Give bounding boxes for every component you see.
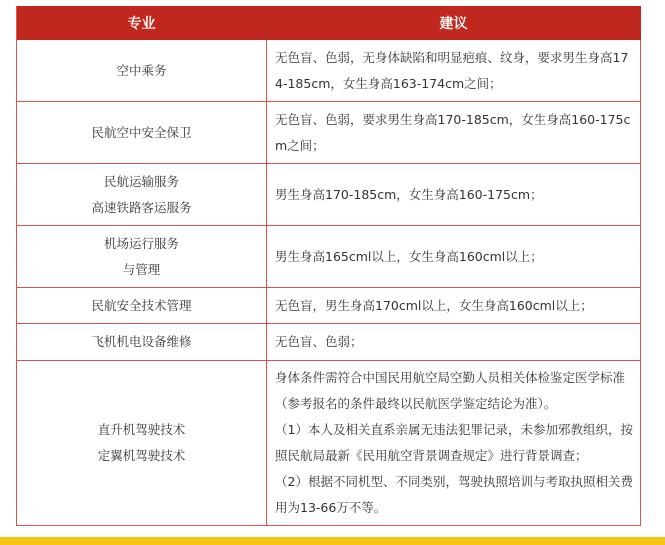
advice-text: 无色盲、色弱，无身体缺陷和明显疤痕、纹身，要求男生身高174-185cm，女生身高163-174cm之间； xyxy=(275,49,629,91)
major-cell xyxy=(17,40,267,102)
major-name: 高速铁路客运服务 xyxy=(91,199,192,215)
major-name: 民航运输服务 xyxy=(103,173,179,189)
advice-cell xyxy=(267,164,641,226)
major-name: 民航安全技术管理 xyxy=(91,297,192,313)
advice-text: 无色盲，男生身高170cml以上，女生身高160cml以上； xyxy=(275,297,593,313)
advice-cell xyxy=(267,361,641,526)
major-cell xyxy=(17,288,267,324)
major-name: 直升机驾驶技术 xyxy=(97,422,186,437)
major-cell xyxy=(17,324,267,361)
advice-text: 无色盲、色弱； xyxy=(275,334,363,349)
advice-cell xyxy=(267,288,641,324)
major-cell xyxy=(17,226,267,288)
table-row xyxy=(17,40,641,102)
table-row xyxy=(17,102,641,164)
major-cell xyxy=(17,361,267,526)
advice-text: 男生身高165cml以上，女生身高160cml以上； xyxy=(275,248,543,264)
majors-advice-table xyxy=(16,6,641,526)
major-name: 飞机机电设备维修 xyxy=(91,334,192,349)
header-advice: 建议 xyxy=(267,7,641,40)
advice-paragraph: （1）本人及相关直系亲属无违法犯罪记录，未参加邪教组织，按照民航局最新《民用航空背景调查规定》进行背景调查； xyxy=(275,422,633,463)
major-name: 民航空中安全保卫 xyxy=(91,124,192,140)
advice-text: 男生身高170-185cm，女生身高160-175cm； xyxy=(275,186,543,202)
table-row xyxy=(17,226,641,288)
table-row xyxy=(17,164,641,226)
major-name: 与管理 xyxy=(122,261,161,277)
advice-paragraph: 身体条件需符合中国民用航空局空勤人员相关体检鉴定医学标准（参考报名的条件最终以民航医学鉴定结论为准）。 xyxy=(275,370,626,411)
bottom-accent-bar xyxy=(0,537,665,545)
advice-text: 无色盲、色弱，要求男生身高170-185cm，女生身高160-175cm之间； xyxy=(275,111,631,153)
advice-cell xyxy=(267,324,641,361)
major-name: 定翼机驾驶技术 xyxy=(97,448,186,463)
table-left-border xyxy=(16,6,17,524)
table-row xyxy=(17,324,641,361)
advice-cell xyxy=(267,40,641,102)
major-cell xyxy=(17,102,267,164)
major-cell xyxy=(17,164,267,226)
table-header-row xyxy=(17,7,641,40)
table-row xyxy=(17,288,641,324)
header-major: 专业 xyxy=(17,7,267,40)
advice-cell xyxy=(267,102,641,164)
majors-table-container xyxy=(16,6,641,526)
major-name: 机场运行服务 xyxy=(103,235,179,251)
table-row xyxy=(17,361,641,526)
major-name: 空中乘务 xyxy=(116,62,167,78)
advice-paragraph: （2）根据不同机型、不同类别，驾驶执照培训与考取执照相关费用为13-66万不等。 xyxy=(275,474,633,515)
advice-cell xyxy=(267,226,641,288)
